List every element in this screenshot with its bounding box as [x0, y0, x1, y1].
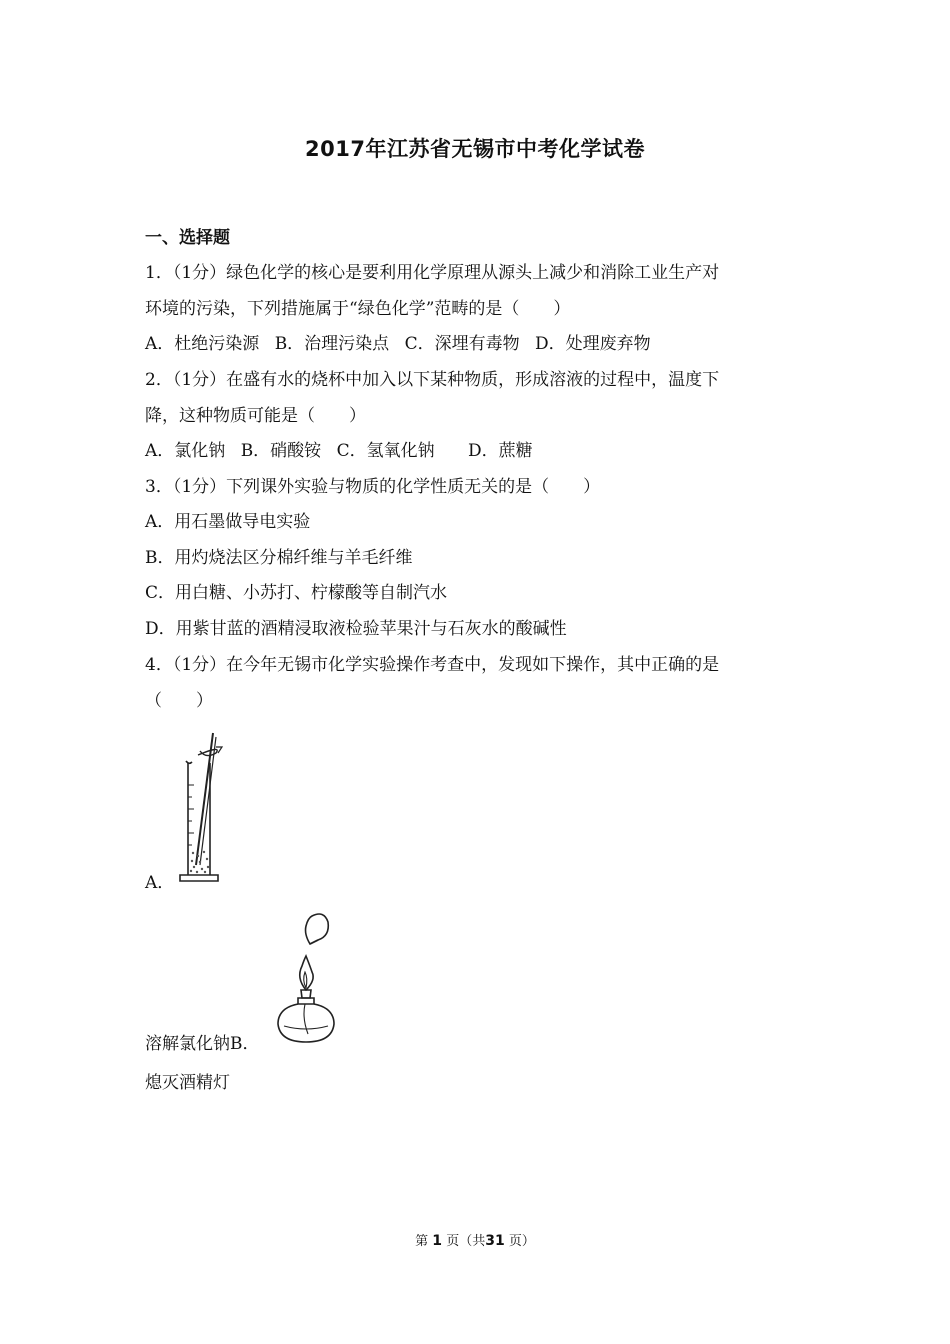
- q1-option-a[interactable]: A．杜绝污染源: [145, 334, 260, 354]
- q2-line2: 降，这种物质可能是（ ）: [145, 406, 366, 426]
- q4-line1: 4．（1分）在今年无锡市化学实验操作考查中，发现如下操作，其中正确的是: [145, 655, 720, 675]
- q1-line2: 环境的污染，下列措施属于“绿色化学”范畴的是（ ）: [145, 299, 571, 319]
- q2-option-a[interactable]: A．氯化钠: [145, 441, 226, 461]
- page-footer: [0, 1230, 950, 1249]
- footer-total-pages: 31: [485, 1233, 505, 1249]
- footer-prefix: 第: [415, 1234, 429, 1249]
- q4-option-a-caption: 溶解氯化钠: [145, 1034, 230, 1054]
- q1-line1: 1．（1分）绿色化学的核心是要利用化学原理从源头上减少和消除工业生产对: [145, 263, 720, 283]
- q2-option-c[interactable]: C．氢氧化钠: [336, 441, 435, 461]
- q1-option-b[interactable]: B．治理污染点: [274, 334, 390, 354]
- q2-line1: 2．（1分）在盛有水的烧杯中加入以下某种物质，形成溶液的过程中，温度下: [145, 370, 720, 390]
- q1-option-c[interactable]: C．深埋有毒物: [404, 334, 520, 354]
- q4-option-b-label[interactable]: B．: [230, 1034, 260, 1054]
- q3-line1: 3．（1分）下列课外实验与物质的化学性质无关的是（ ）: [145, 477, 601, 497]
- q2-option-b[interactable]: B．硝酸铵: [240, 441, 322, 461]
- q4-option-a-label[interactable]: A．: [145, 873, 175, 893]
- q4-option-b-caption: 熄灭酒精灯: [145, 1073, 230, 1093]
- graduated-cylinder-figure: [170, 725, 230, 885]
- page-title: 2017年江苏省无锡市中考化学试卷: [305, 137, 645, 161]
- q1-options: [145, 329, 661, 354]
- q4-line2: （ ）: [145, 691, 213, 711]
- footer-page-number: 1: [432, 1233, 443, 1249]
- q2-options: [145, 436, 543, 461]
- section-heading: 一、选择题: [145, 228, 230, 248]
- q1-option-d[interactable]: D．处理废弃物: [535, 334, 651, 354]
- footer-middle: 页（共: [446, 1234, 486, 1249]
- footer-suffix: 页）: [508, 1234, 535, 1249]
- alcohol-lamp-figure: [272, 908, 342, 1048]
- q3-option-b[interactable]: B．用灼烧法区分棉纤维与羊毛纤维: [145, 548, 413, 568]
- q4-option-a-caption-row: [145, 1029, 260, 1054]
- q3-option-a[interactable]: A．用石墨做导电实验: [145, 512, 311, 532]
- q3-option-c[interactable]: C．用白糖、小苏打、柠檬酸等自制汽水: [145, 583, 448, 603]
- q2-option-d[interactable]: D．蔗糖: [468, 441, 533, 461]
- q3-option-d[interactable]: D．用紫甘蓝的酒精浸取液检验苹果汁与石灰水的酸碱性: [145, 619, 567, 639]
